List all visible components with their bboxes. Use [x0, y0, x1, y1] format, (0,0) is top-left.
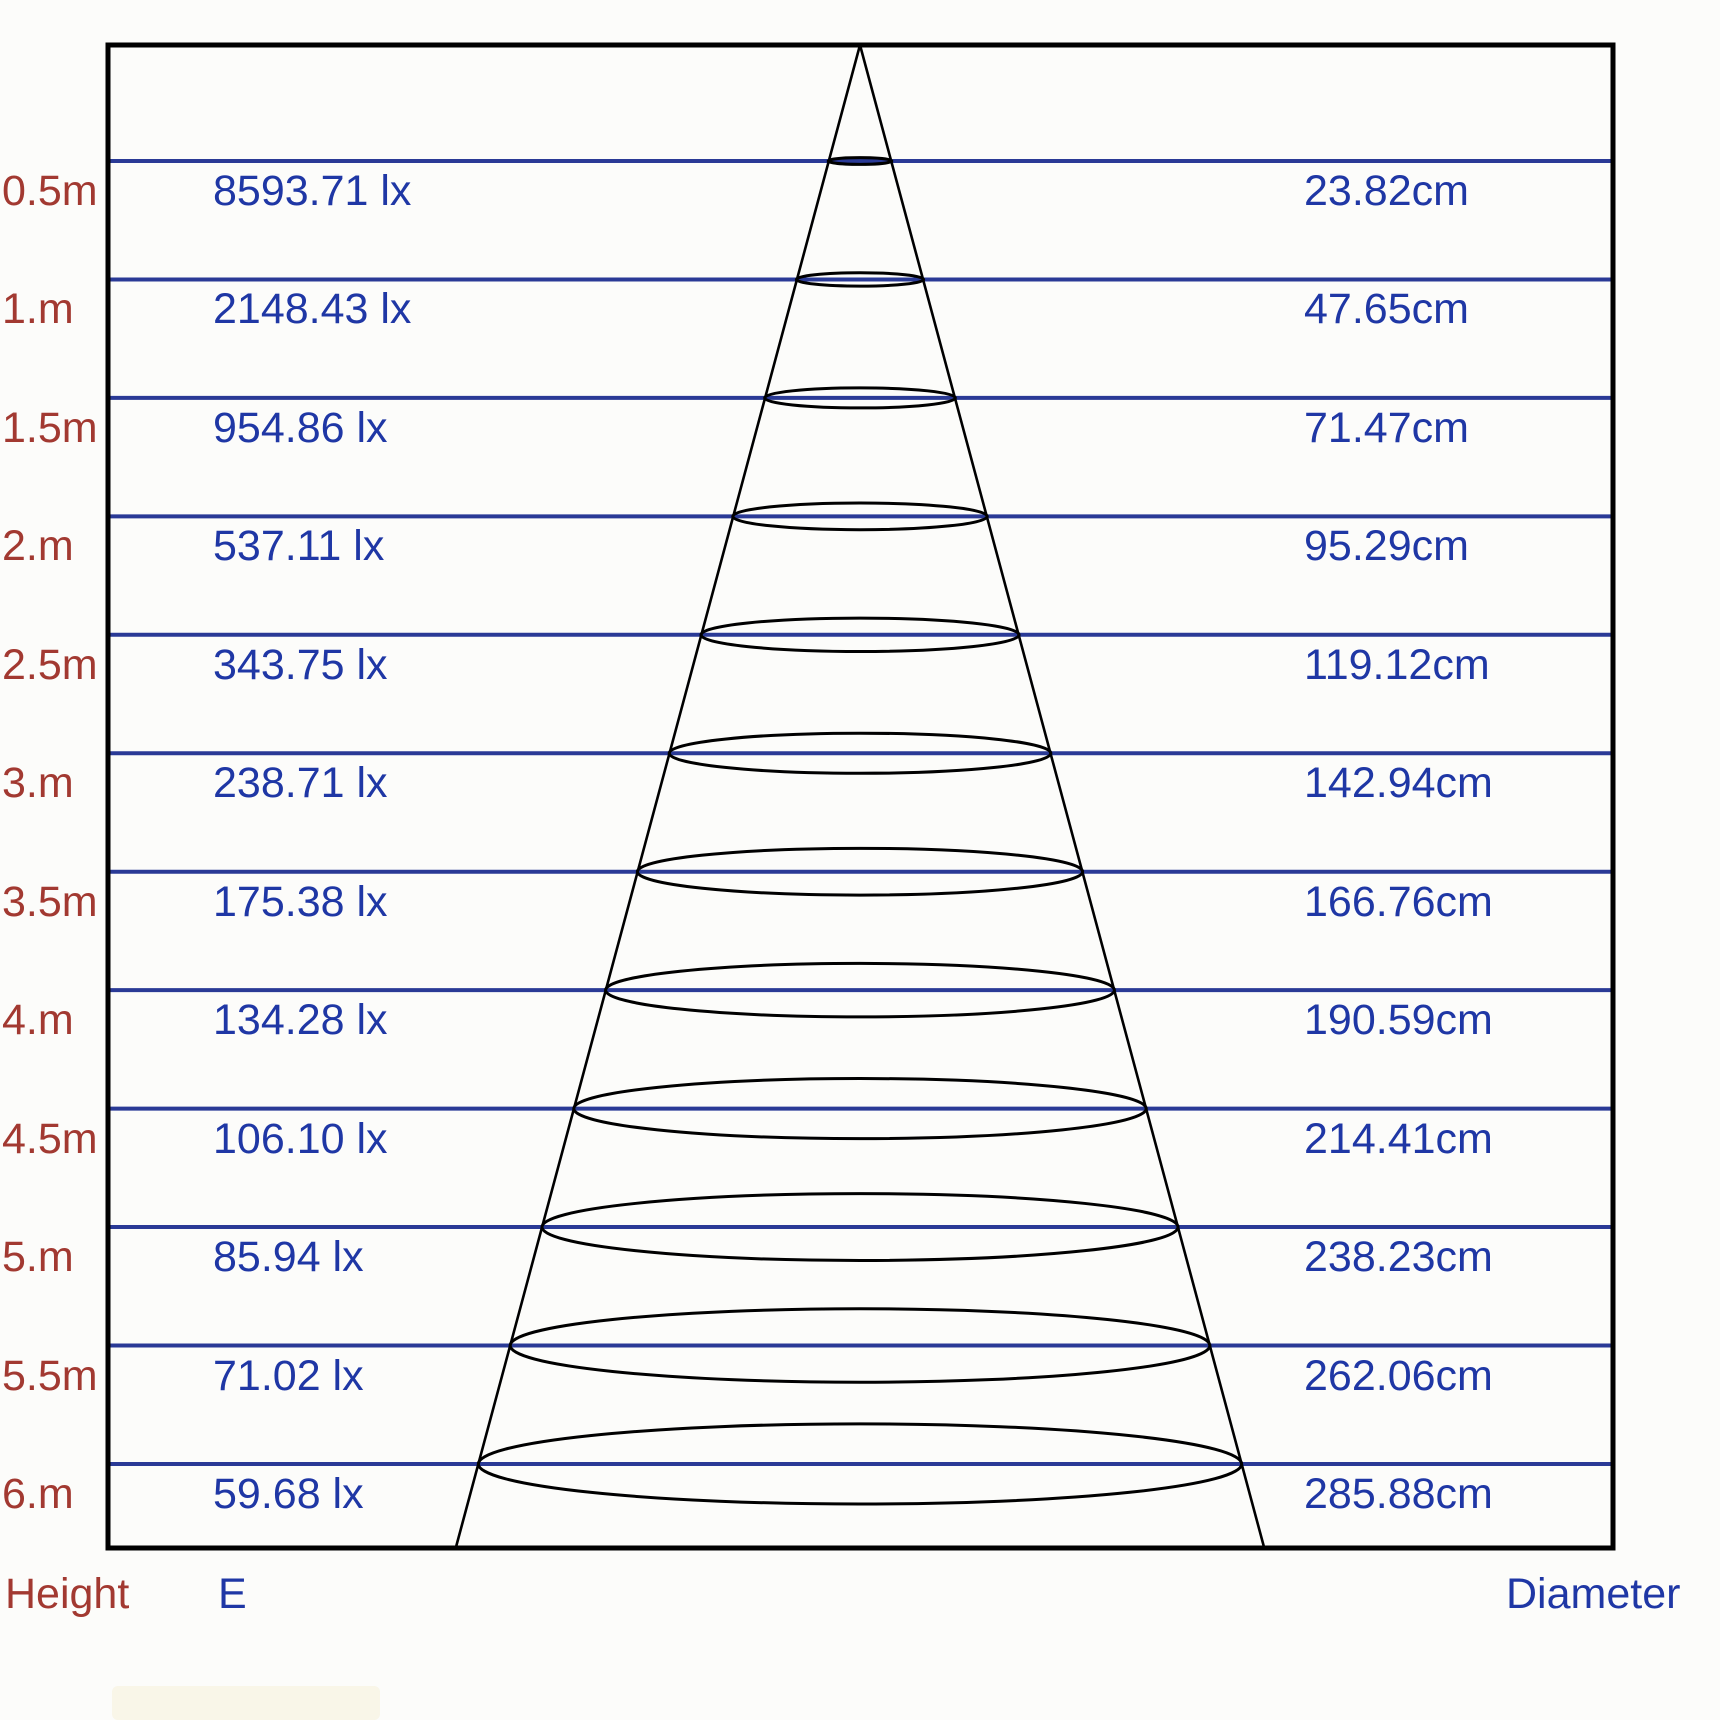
- illuminance-value: 85.94 lx: [213, 1233, 364, 1281]
- diameter-value: 190.59cm: [1304, 996, 1493, 1044]
- height-label: 0.5m: [2, 167, 98, 215]
- cropped-artifact-patch: [112, 1686, 380, 1720]
- illuminance-value: 537.11 lx: [213, 522, 385, 570]
- diameter-value: 214.41cm: [1304, 1115, 1493, 1163]
- diameter-value: 95.29cm: [1304, 522, 1469, 570]
- diameter-value: 71.47cm: [1304, 404, 1469, 452]
- illuminance-value: 238.71 lx: [213, 759, 388, 807]
- illuminance-value: 106.10 lx: [213, 1115, 388, 1163]
- illuminance-value: 2148.43 lx: [213, 285, 412, 333]
- height-label: 3.5m: [2, 878, 98, 926]
- diameter-value: 47.65cm: [1304, 285, 1469, 333]
- diameter-value: 23.82cm: [1304, 167, 1469, 215]
- height-label: 2.m: [2, 522, 74, 570]
- height-label: 5.5m: [2, 1352, 98, 1400]
- diameter-value: 166.76cm: [1304, 878, 1493, 926]
- cone-edge-left: [456, 45, 860, 1548]
- illuminance-value: 134.28 lx: [213, 996, 388, 1044]
- diameter-value: 142.94cm: [1304, 759, 1493, 807]
- illuminance-value: 71.02 lx: [213, 1352, 364, 1400]
- height-label: 4.5m: [2, 1115, 98, 1163]
- illuminance-axis-label: E: [218, 1570, 247, 1618]
- height-label: 5.m: [2, 1233, 74, 1281]
- cone-edge-right: [860, 45, 1264, 1548]
- height-label: 3.m: [2, 759, 74, 807]
- height-label: 6.m: [2, 1470, 74, 1518]
- height-axis-label: Height: [5, 1570, 130, 1618]
- illuminance-value: 954.86 lx: [213, 404, 388, 452]
- diameter-value: 285.88cm: [1304, 1470, 1493, 1518]
- diameter-value: 238.23cm: [1304, 1233, 1493, 1281]
- diameter-value: 119.12cm: [1304, 641, 1490, 689]
- diameter-axis-label: Diameter: [1506, 1570, 1681, 1618]
- height-label: 1.m: [2, 285, 74, 333]
- height-label: 4.m: [2, 996, 74, 1044]
- diameter-value: 262.06cm: [1304, 1352, 1493, 1400]
- illuminance-value: 343.75 lx: [213, 641, 388, 689]
- illuminance-value: 175.38 lx: [213, 878, 388, 926]
- height-label: 1.5m: [2, 404, 98, 452]
- illuminance-value: 8593.71 lx: [213, 167, 412, 215]
- illuminance-value: 59.68 lx: [213, 1470, 364, 1518]
- height-label: 2.5m: [2, 641, 98, 689]
